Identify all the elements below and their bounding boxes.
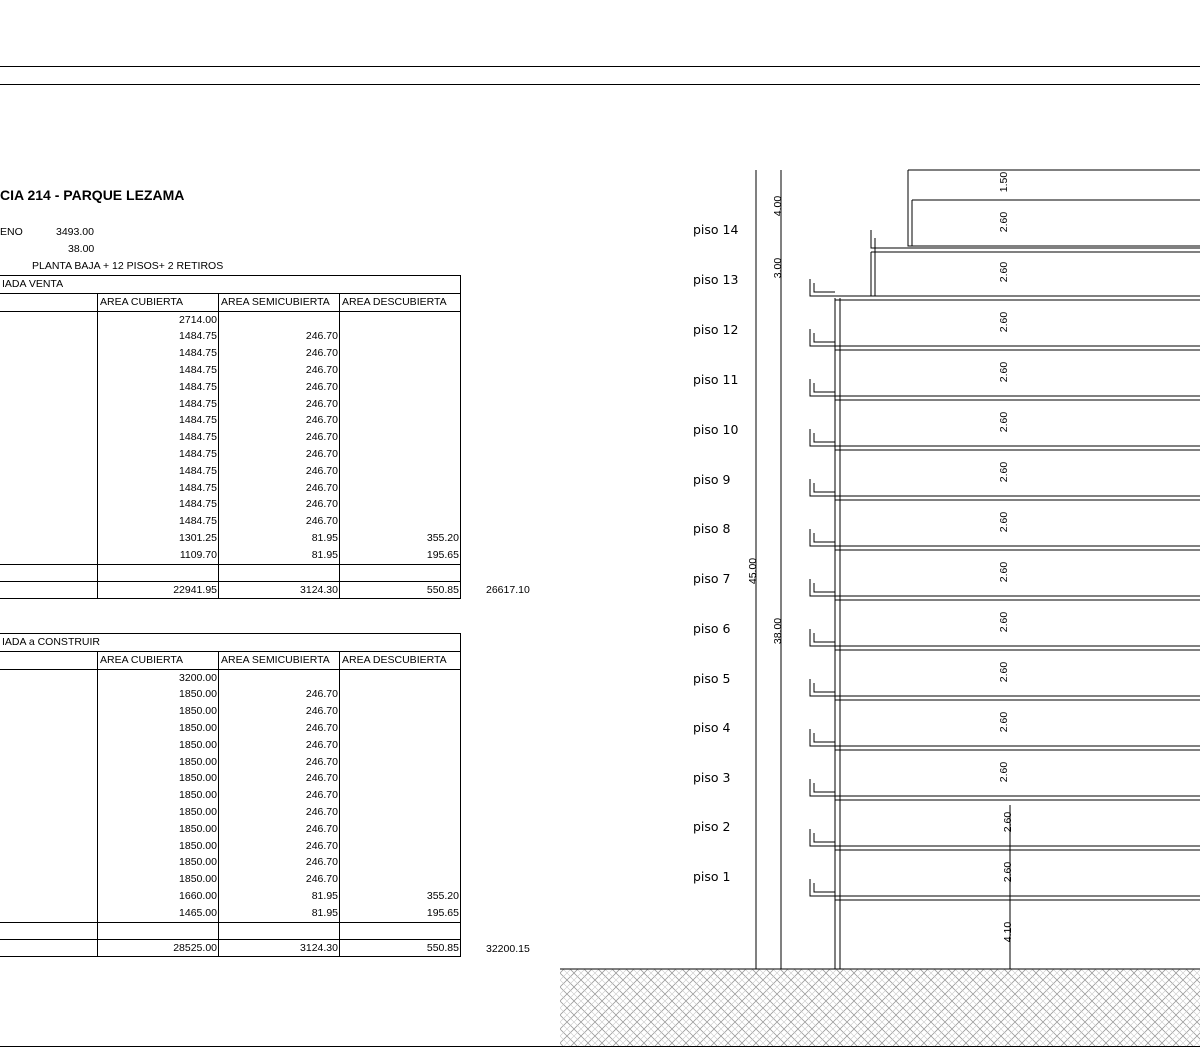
floor-height-label: 2.60 bbox=[998, 661, 1010, 683]
value-cell: 246.70 bbox=[219, 480, 340, 497]
terreno-value: 3493.00 bbox=[56, 226, 94, 238]
floor-label: piso 12 bbox=[693, 322, 739, 337]
dimension-label: 38.00 bbox=[772, 617, 784, 645]
floor-height-label: 2.60 bbox=[998, 361, 1010, 383]
dimension-label: 3.00 bbox=[772, 257, 784, 279]
value-cell: 81.95 bbox=[219, 888, 340, 905]
balcony-railing bbox=[814, 833, 835, 842]
value-cell: 1484.75 bbox=[98, 345, 219, 362]
floor-height-label: 2.60 bbox=[998, 711, 1010, 733]
value-cell: 1484.75 bbox=[98, 362, 219, 379]
header-cell: AREA DESCUBIERTA bbox=[340, 651, 461, 669]
value-cell: 1484.75 bbox=[98, 480, 219, 497]
floor-label: piso 11 bbox=[693, 372, 739, 387]
value-cell: 1484.75 bbox=[98, 463, 219, 480]
total-cell: 550.85 bbox=[340, 581, 461, 599]
floor-label: piso 5 bbox=[693, 671, 731, 686]
header-cell: AREA SEMICUBIERTA bbox=[219, 293, 340, 311]
floor-height-label: 2.60 bbox=[998, 211, 1010, 233]
value-cell: 1109.70 bbox=[98, 547, 219, 564]
floor-label: piso 9 bbox=[693, 472, 731, 487]
floor-label: piso 3 bbox=[693, 770, 731, 785]
value-cell: 1660.00 bbox=[98, 888, 219, 905]
value-cell: 246.70 bbox=[219, 396, 340, 413]
floor-height-label: 2.60 bbox=[998, 461, 1010, 483]
retiro-parapet bbox=[871, 230, 908, 248]
total-cell: 550.85 bbox=[340, 939, 461, 957]
value-cell: 1850.00 bbox=[98, 838, 219, 855]
value-cell: 246.70 bbox=[219, 345, 340, 362]
header-cell: AREA SEMICUBIERTA bbox=[219, 651, 340, 669]
floor-height-label: 2.60 bbox=[998, 511, 1010, 533]
floor-height-label: 2.60 bbox=[998, 261, 1010, 283]
table-venta-caption: IADA VENTA bbox=[0, 276, 461, 294]
value-cell: 246.70 bbox=[219, 854, 340, 871]
floor-height-label: 2.60 bbox=[1002, 861, 1014, 883]
balcony-railing bbox=[814, 333, 835, 342]
value-cell: 1850.00 bbox=[98, 686, 219, 703]
dimension-label: 45.00 bbox=[747, 557, 759, 585]
value-cell: 246.70 bbox=[219, 703, 340, 720]
value-cell: 1465.00 bbox=[98, 905, 219, 922]
value-cell: 246.70 bbox=[219, 379, 340, 396]
total-cell: 28525.00 bbox=[98, 939, 219, 957]
value-cell: 81.95 bbox=[219, 905, 340, 922]
grand-total-construir: 32200.15 bbox=[486, 943, 530, 955]
value-cell: 246.70 bbox=[219, 754, 340, 771]
value-cell: 1484.75 bbox=[98, 412, 219, 429]
value-cell: 1484.75 bbox=[98, 429, 219, 446]
balcony-railing bbox=[814, 483, 835, 492]
value-cell: 246.70 bbox=[219, 838, 340, 855]
ground-hatch bbox=[560, 969, 1200, 1046]
program-description: PLANTA BAJA + 12 PISOS+ 2 RETIROS bbox=[32, 260, 224, 272]
value-cell: 1850.00 bbox=[98, 821, 219, 838]
value-cell: 246.70 bbox=[219, 804, 340, 821]
floor-label: piso 4 bbox=[693, 720, 731, 735]
value-cell: 195.65 bbox=[340, 905, 461, 922]
floor-height-label: 1.50 bbox=[998, 171, 1010, 193]
altura-value: 38.00 bbox=[68, 243, 95, 255]
balcony-railing bbox=[814, 533, 835, 542]
total-cell: 3124.30 bbox=[219, 939, 340, 957]
value-cell: 1850.00 bbox=[98, 854, 219, 871]
value-cell: 355.20 bbox=[340, 888, 461, 905]
value-cell: 1850.00 bbox=[98, 871, 219, 888]
balcony-railing bbox=[814, 683, 835, 692]
floor-height-label: 2.60 bbox=[998, 311, 1010, 333]
value-cell: 1484.75 bbox=[98, 379, 219, 396]
value-cell: 1850.00 bbox=[98, 737, 219, 754]
header-cell: AREA DESCUBIERTA bbox=[340, 293, 461, 311]
floor-label: piso 10 bbox=[693, 422, 739, 437]
retiro-2-outline bbox=[908, 170, 1200, 246]
value-cell: 1850.00 bbox=[98, 770, 219, 787]
value-cell: 246.70 bbox=[219, 463, 340, 480]
terreno-label: ENO bbox=[0, 226, 23, 238]
value-cell: 3200.00 bbox=[98, 669, 219, 686]
value-cell: 2714.00 bbox=[98, 311, 219, 328]
value-cell: 1850.00 bbox=[98, 703, 219, 720]
floor-label: piso 8 bbox=[693, 521, 731, 536]
value-cell: 1850.00 bbox=[98, 720, 219, 737]
floor-label: piso 13 bbox=[693, 272, 739, 287]
value-cell: 355.20 bbox=[340, 530, 461, 547]
value-cell: 246.70 bbox=[219, 328, 340, 345]
floor-label: piso 7 bbox=[693, 571, 731, 586]
value-cell: 246.70 bbox=[219, 770, 340, 787]
header-cell: AREA CUBIERTA bbox=[98, 293, 219, 311]
floor-height-label: 2.60 bbox=[998, 611, 1010, 633]
value-cell: 246.70 bbox=[219, 412, 340, 429]
value-cell: 1301.25 bbox=[98, 530, 219, 547]
value-cell: 246.70 bbox=[219, 429, 340, 446]
dimension-label: 4.00 bbox=[772, 195, 784, 217]
value-cell: 246.70 bbox=[219, 720, 340, 737]
grand-total-venta: 26617.10 bbox=[486, 584, 530, 596]
balcony-railing bbox=[814, 783, 835, 792]
value-cell: 1484.75 bbox=[98, 496, 219, 513]
balcony-railing bbox=[814, 433, 835, 442]
balcony-railing bbox=[814, 583, 835, 592]
value-cell: 1484.75 bbox=[98, 446, 219, 463]
balcony-railing bbox=[814, 633, 835, 642]
value-cell: 1484.75 bbox=[98, 513, 219, 530]
value-cell: 246.70 bbox=[219, 686, 340, 703]
value-cell: 195.65 bbox=[340, 547, 461, 564]
table-construir-caption: IADA a CONSTRUIR bbox=[0, 634, 461, 652]
value-cell: 1850.00 bbox=[98, 754, 219, 771]
value-cell: 1484.75 bbox=[98, 328, 219, 345]
floor-label: piso 1 bbox=[693, 869, 731, 884]
value-cell: 1850.00 bbox=[98, 787, 219, 804]
value-cell: 1484.75 bbox=[98, 396, 219, 413]
balcony-railing bbox=[814, 883, 835, 892]
value-cell: 81.95 bbox=[219, 530, 340, 547]
balcony-railing bbox=[814, 383, 835, 392]
floor-label: piso 14 bbox=[693, 222, 739, 237]
value-cell: 246.70 bbox=[219, 737, 340, 754]
value-cell: 246.70 bbox=[219, 446, 340, 463]
value-cell: 246.70 bbox=[219, 787, 340, 804]
floor-height-label: 2.60 bbox=[998, 561, 1010, 583]
floor-height-label: 2.60 bbox=[1002, 811, 1014, 833]
floor-label: piso 6 bbox=[693, 621, 731, 636]
value-cell: 1850.00 bbox=[98, 804, 219, 821]
balcony-railing bbox=[814, 283, 835, 292]
value-cell: 246.70 bbox=[219, 821, 340, 838]
value-cell: 246.70 bbox=[219, 362, 340, 379]
value-cell: 246.70 bbox=[219, 496, 340, 513]
balcony-railing bbox=[814, 733, 835, 742]
floor-height-label: 4.10 bbox=[1002, 921, 1014, 943]
total-cell: 22941.95 bbox=[98, 581, 219, 599]
floor-height-label: 2.60 bbox=[998, 761, 1010, 783]
value-cell: 246.70 bbox=[219, 513, 340, 530]
value-cell: 81.95 bbox=[219, 547, 340, 564]
total-cell: 3124.30 bbox=[219, 581, 340, 599]
floor-height-label: 2.60 bbox=[998, 411, 1010, 433]
value-cell: 246.70 bbox=[219, 871, 340, 888]
page-title: CIA 214 - PARQUE LEZAMA bbox=[0, 187, 185, 203]
header-cell: AREA CUBIERTA bbox=[98, 651, 219, 669]
floor-label: piso 2 bbox=[693, 819, 731, 834]
